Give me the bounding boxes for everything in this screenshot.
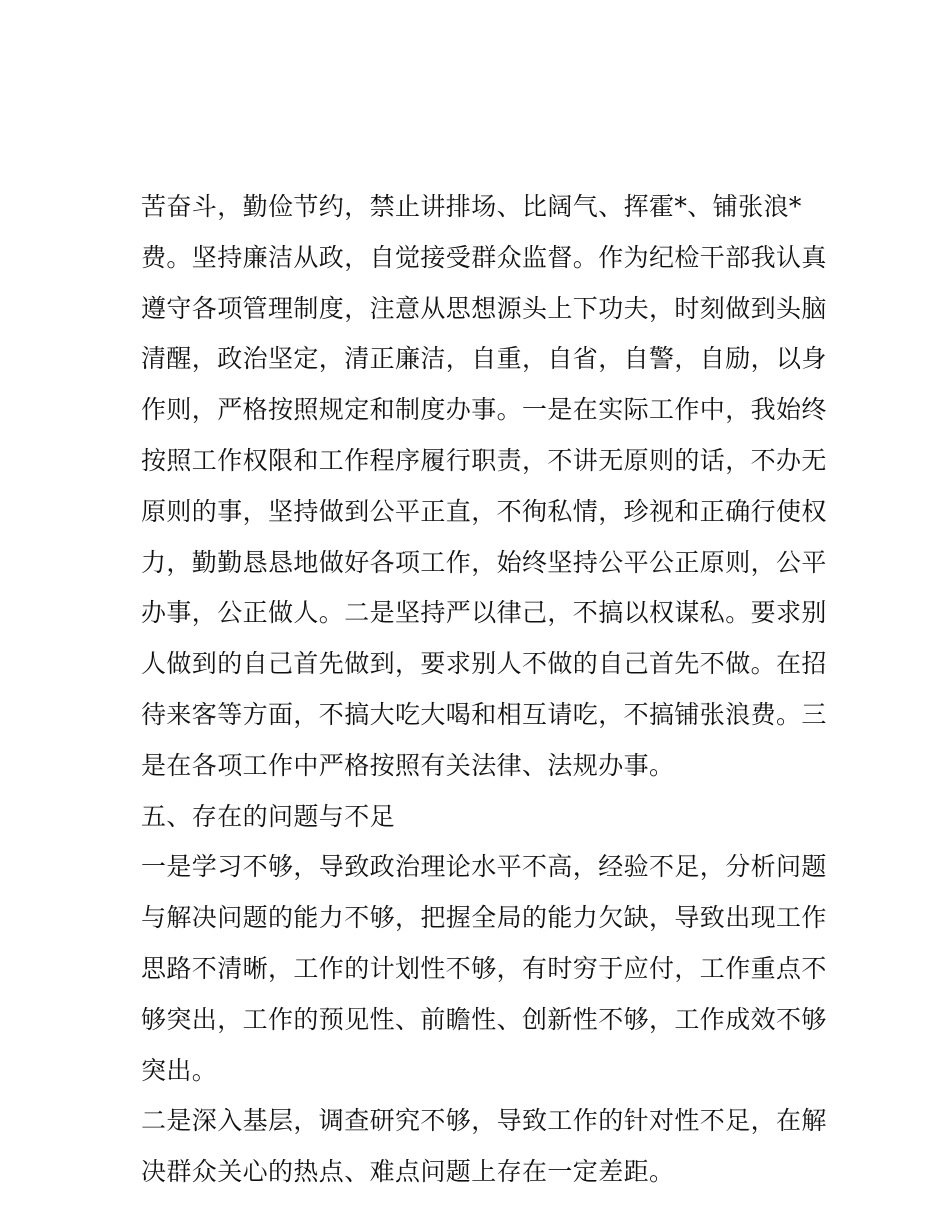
text-line: 按照工作权限和工作程序履行职责，不讲无原则的话，不办无 [141,445,827,475]
text-line: 待来客等方面，不搞大吃大喝和相互请吃，不搞铺张浪费。三 [141,699,827,729]
text-line: 够突出，工作的预见性、前瞻性、创新性不够，工作成效不够 [141,1004,827,1034]
text-line: 清醒，政治坚定，清正廉洁，自重，自省，自警，自励，以身 [141,344,827,374]
text-line: 原则的事，坚持做到公平正直，不徇私情，珍视和正确行使权 [141,496,827,526]
text-line: 是在各项工作中严格按照有关法律、法规办事。 [141,750,675,780]
text-line: 人做到的自己首先做到，要求别人不做的自己首先不做。在招 [141,649,827,679]
body-text [141,182,827,1198]
section-heading: 五、存在的问题与不足 [141,801,396,831]
text-line: 一是学习不够，导致政治理论水平不高，经验不足，分析问题 [141,852,827,882]
text-line: 与解决问题的能力不够，把握全局的能力欠缺，导致出现工作 [141,903,827,933]
text-line: 思路不清晰，工作的计划性不够，有时穷于应付，工作重点不 [141,953,827,983]
text-line: 作则，严格按照规定和制度办事。一是在实际工作中，我始终 [141,395,827,425]
text-line: 突出。 [141,1055,218,1085]
text-line: 遵守各项管理制度，注意从思想源头上下功夫，时刻做到头脑 [141,293,827,323]
text-line: 力，勤勤恳恳地做好各项工作，始终坚持公平公正原则，公平 [141,547,827,577]
text-line: 苦奋斗，勤俭节约，禁止讲排场、比阔气、挥霍*、铺张浪* [141,192,802,221]
text-line: 二是深入基层，调查研究不够，导致工作的针对性不足，在解 [141,1106,827,1136]
text-line: 决群众关心的热点、难点问题上存在一定差距。 [141,1157,675,1187]
text-line: 办事，公正做人。二是坚持严以律己，不搞以权谋私。要求别 [141,598,827,628]
text-line: 费。坚持廉洁从政，自觉接受群众监督。作为纪检干部我认真 [141,242,827,272]
